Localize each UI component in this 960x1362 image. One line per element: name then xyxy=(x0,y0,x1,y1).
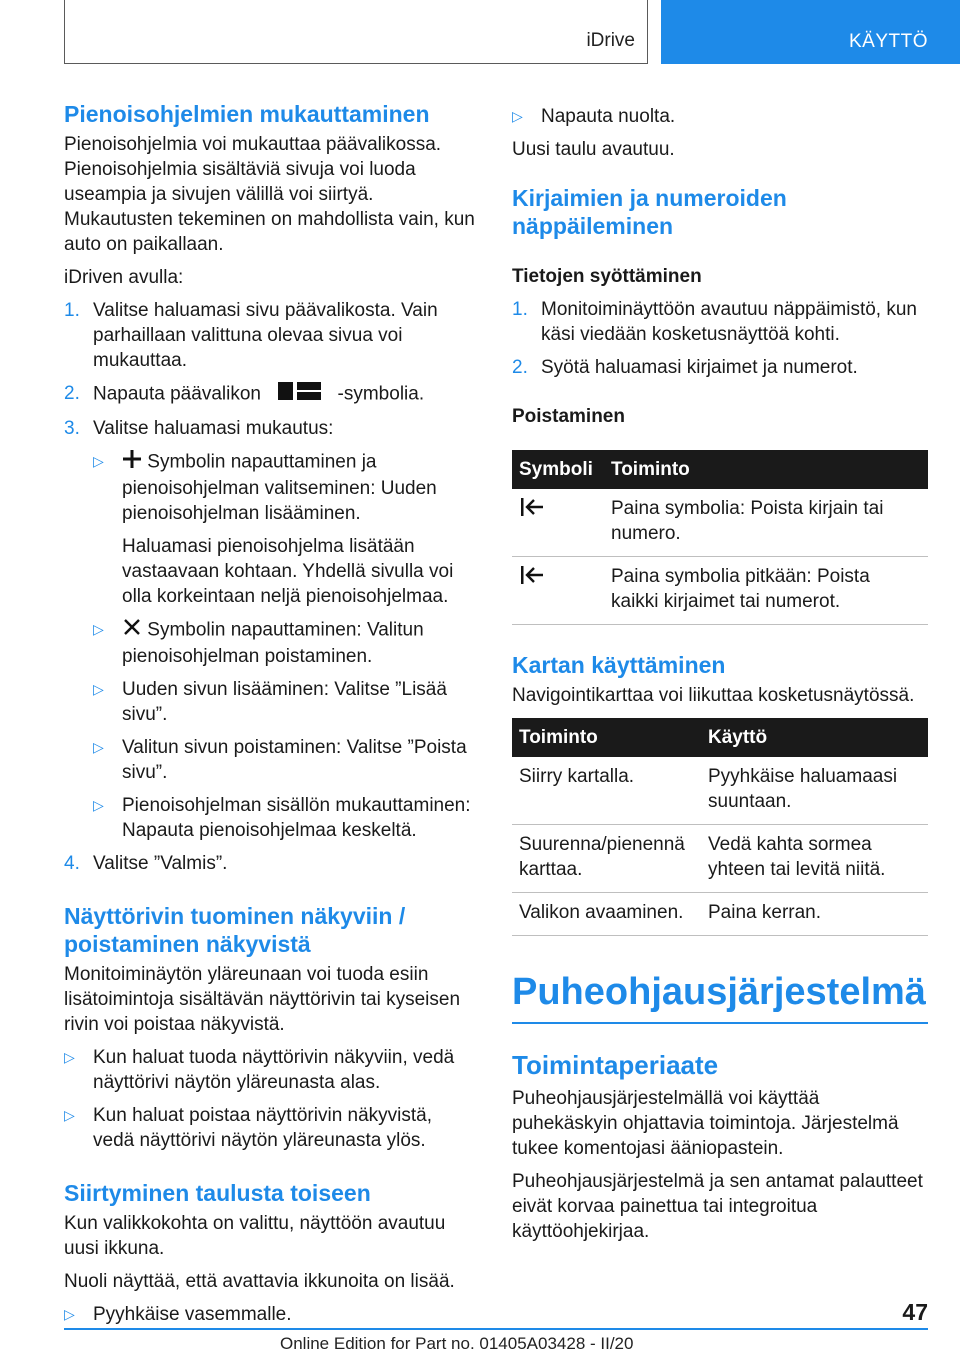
step-number: 1. xyxy=(512,299,528,320)
footer-edition: Online Edition for Part no. 01405A03428 - II/20 xyxy=(280,1334,634,1353)
sub-bullet-text: Symbolin napauttaminen: Valitun pienoisohjelman poistaminen. xyxy=(122,619,424,667)
table-cell xyxy=(512,557,604,625)
sub-bullet-list xyxy=(64,449,476,843)
step-2 xyxy=(64,381,476,408)
table-cell: Suurenna/pienennä karttaa. xyxy=(512,825,701,893)
triangle-bullet-icon: ▷ xyxy=(93,621,104,637)
backspace-icon xyxy=(519,570,545,591)
table-header-cell: Toiminto xyxy=(604,450,928,489)
table-cell: Valikon avaaminen. xyxy=(512,893,701,936)
step-1 xyxy=(64,298,476,373)
close-icon xyxy=(122,617,142,644)
sub-bullet-text: Valitun sivun poistaminen: Valitse ”Poista sivu”. xyxy=(122,737,467,783)
section-title-typing: Kirjaimien ja numeroiden näppäileminen xyxy=(512,185,787,239)
step-text: Syötä haluamasi kirjaimet ja numerot. xyxy=(541,357,858,378)
step-4 xyxy=(64,851,476,876)
delete-symbol-table xyxy=(512,450,928,625)
step-text: Valitse haluamasi mukautus: xyxy=(93,418,334,439)
table-cell: Paina symbolia: Poista kirjain tai numero. xyxy=(604,489,928,557)
triangle-bullet-icon: ▷ xyxy=(512,108,523,124)
widgets-intro: Pienoisohjelmia voi mukauttaa päävalikossa. Pienoisohjelmia sisältäviä sivuja voi luoda useampia ja sivujen välillä voi siirtyä. Mukautusten tekeminen on mahdollista vain, kun auto on paikallaan. xyxy=(64,134,475,255)
triangle-bullet-icon: ▷ xyxy=(64,1049,75,1065)
table-row xyxy=(512,893,928,936)
table-cell xyxy=(512,489,604,557)
table-cell: Siirry kartalla. xyxy=(512,757,701,825)
sub-bullet-remove-widget xyxy=(93,617,476,669)
table-row xyxy=(512,825,928,893)
step-text: Valitse haluamasi sivu päävalikosta. Vain parhaillaan valittuna olevaa sivua voi mukauttaa. xyxy=(93,300,438,371)
bullet-text: Kun haluat poistaa näyttörivin näkyvistä, vedä näyttörivi näytön yläreunasta ylös. xyxy=(93,1105,433,1151)
header-section-box xyxy=(64,0,648,64)
table-row xyxy=(512,757,928,825)
map-intro: Navigointikarttaa voi liikuttaa kosketusnäytössä. xyxy=(512,685,915,706)
principle-p2: Puheohjausjärjestelmä ja sen antamat palautteet eivät korvaa painettua tai integroitua käyttöohjekirjaa. xyxy=(512,1171,923,1242)
idrive-label: iDriven avulla: xyxy=(64,267,184,288)
step-number: 4. xyxy=(64,853,80,874)
table-header-cell: Symboli xyxy=(512,450,604,489)
new-board-text: Uusi taulu avautuu. xyxy=(512,139,675,160)
sub-bullet-text: Pienoisohjelman sisällön mukauttaminen: Napauta pienoisohjelmaa keskeltä. xyxy=(122,795,471,841)
sub-bullet-text: Uuden sivun lisääminen: Valitse ”Lisää sivu”. xyxy=(122,679,447,725)
section-title-principle: Toimintaperiaate xyxy=(512,1050,719,1080)
table-cell: Paina symbolia pitkään: Poista kaikki kirjaimet tai numerot. xyxy=(604,557,928,625)
subsection-title-delete: Poistaminen xyxy=(512,406,625,427)
tap-arrow-bullet xyxy=(512,104,928,129)
bullet-text: Napauta nuolta. xyxy=(541,106,676,127)
switch-board-p2: Nuoli näyttää, että avattavia ikkunoita on lisää. xyxy=(64,1271,455,1292)
header-section-label: iDrive xyxy=(586,30,635,51)
triangle-bullet-icon: ▷ xyxy=(64,1107,75,1123)
principle-p1: Puheohjausjärjestelmällä voi käyttää puhekäskyin ohjattavia toimintoja. Järjestelmä tukee komentojasi ääniopastein. xyxy=(512,1088,899,1159)
header-chapter-box xyxy=(661,0,960,64)
table-header-cell: Toiminto xyxy=(512,718,701,757)
status-bar-bullet-show xyxy=(64,1045,476,1095)
left-column xyxy=(64,100,476,1327)
subsection-title-input: Tietojen syöttäminen xyxy=(512,266,702,287)
table-cell: Vedä kahta sormea yhteen tai levitä niitä. xyxy=(701,825,928,893)
step-number: 3. xyxy=(64,418,80,439)
typing-step-2 xyxy=(512,355,928,380)
sub-bullet-customize-content xyxy=(93,793,476,843)
chapter-title-voice-control: Puheohjausjärjestelmä xyxy=(512,970,928,1024)
table-cell: Pyyhkäise haluamaasi suuntaan. xyxy=(701,757,928,825)
status-bar-bullet-hide xyxy=(64,1103,476,1153)
step-text-after: -symbolia. xyxy=(332,383,425,405)
sub-bullet-add-widget xyxy=(93,449,476,609)
table-cell: Paina kerran. xyxy=(701,893,928,936)
table-header-row xyxy=(512,718,928,757)
bullet-text: Pyyhkäise vasemmalle. xyxy=(93,1304,292,1325)
step-text: Valitse ”Valmis”. xyxy=(93,853,228,874)
section-title-widgets: Pienoisohjelmien mukauttaminen xyxy=(64,101,430,127)
triangle-bullet-icon: ▷ xyxy=(93,797,104,813)
sub-bullet-note: Haluamasi pienoisohjelma lisätään vastaavaan kohtaan. Yhdellä sivulla voi olla korkeintaan neljä pienoisohjelmaa. xyxy=(122,536,454,607)
triangle-bullet-icon: ▷ xyxy=(93,739,104,755)
triangle-bullet-icon: ▷ xyxy=(64,1306,75,1322)
backspace-icon xyxy=(519,502,545,523)
section-title-switch-board: Siirtyminen taulusta toiseen xyxy=(64,1180,371,1206)
table-row xyxy=(512,557,928,625)
section-title-map: Kartan käyttäminen xyxy=(512,652,726,678)
table-header-cell: Käyttö xyxy=(701,718,928,757)
step-number: 2. xyxy=(512,357,528,378)
switch-board-bullet xyxy=(64,1302,476,1327)
sub-bullet-add-page xyxy=(93,677,476,727)
bullet-text: Kun haluat tuoda näyttörivin näkyviin, vedä näyttörivi näytön yläreunasta alas. xyxy=(93,1047,455,1093)
step-text: Monitoiminäyttöön avautuu näppäimistö, kun käsi viedään kosketusnäyttöä kohti. xyxy=(541,299,918,345)
table-row xyxy=(512,489,928,557)
sub-bullet-text: Symbolin napauttaminen ja pienoisohjelman valitseminen: Uuden pienoisohjelman lisääminen. xyxy=(122,451,437,524)
typing-step-1 xyxy=(512,297,928,347)
step-number: 2. xyxy=(64,383,80,404)
plus-icon xyxy=(122,449,142,476)
main-menu-icon xyxy=(278,381,322,408)
switch-board-p1: Kun valikkokohta on valittu, näyttöön avautuu uusi ikkuna. xyxy=(64,1213,446,1259)
step-number: 1. xyxy=(64,300,80,321)
triangle-bullet-icon: ▷ xyxy=(93,453,104,469)
status-bar-intro: Monitoiminäytön yläreunaan voi tuoda esiin lisätoimintoja sisältävän näyttörivin tai kyseisen rivin voi poistaa näkyvistä. xyxy=(64,964,461,1035)
table-header-row xyxy=(512,450,928,489)
step-text-before: Napauta päävalikon xyxy=(93,383,261,405)
section-title-status-bar: Näyttörivin tuominen näkyviin / poistaminen näkyvistä xyxy=(64,903,406,957)
right-column xyxy=(512,100,928,1244)
footer-rule xyxy=(64,1328,928,1330)
triangle-bullet-icon: ▷ xyxy=(93,681,104,697)
map-gesture-table xyxy=(512,718,928,936)
page-number: 47 xyxy=(902,1299,928,1325)
sub-bullet-remove-page xyxy=(93,735,476,785)
header-chapter-label: KÄYTTÖ xyxy=(848,31,928,52)
step-3 xyxy=(64,416,476,441)
